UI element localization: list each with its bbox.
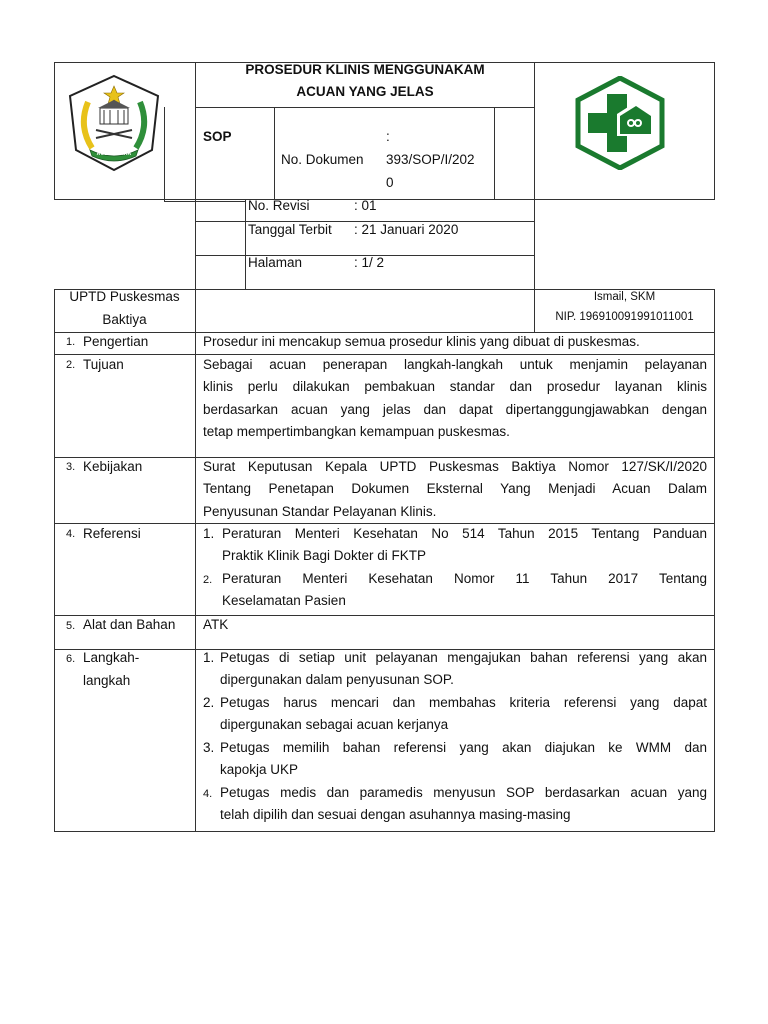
signatory-name: Ismail, SKM bbox=[593, 291, 656, 303]
section-number: 5. bbox=[66, 620, 76, 632]
step-number: 4. bbox=[203, 788, 213, 800]
section-number: 4. bbox=[66, 528, 76, 540]
text-line: Petugas di setiap unit pelayanan mengajukan bahan referensi yang akan bbox=[220, 650, 707, 665]
text-line: klinis perlu dilakukan pembakuan standar dan prosedur layanan klinis bbox=[203, 379, 707, 395]
step-3 bbox=[220, 737, 707, 782]
section-label-kebijakan: Kebijakan bbox=[83, 459, 143, 474]
page-value: : 1/ 2 bbox=[354, 255, 385, 270]
text-line: Penyusunan Standar Pelayanan Klinis. bbox=[203, 503, 437, 519]
text-line: Surat Keputusan Kepala UPTD Puskesmas Baktiya Nomor 127/SK/I/2020 bbox=[203, 459, 707, 474]
section-label-tujuan: Tujuan bbox=[83, 357, 124, 372]
puskesmas-logo bbox=[574, 76, 666, 170]
step-4 bbox=[220, 782, 707, 827]
text-line: Petugas harus mencari dan membahas kriteria referensi yang dapat bbox=[220, 695, 707, 710]
section-label-referensi: Referensi bbox=[83, 526, 141, 541]
reference-item-number: 2. bbox=[203, 574, 213, 586]
text-line: dipergunakan sebagai acuan kerjanya bbox=[220, 717, 449, 733]
text-line: Praktik Klinik Bagi Dokter di FKTP bbox=[222, 548, 427, 564]
text-line: Sebagai acuan penerapan langkah-langkah untuk menjamin pelayanan bbox=[203, 357, 707, 372]
text-line: berdasarkan acuan yang jelas dan dapat dipertanggungjawabkan dengan bbox=[203, 401, 707, 417]
tujuan-text bbox=[203, 354, 707, 443]
section-label-langkah-line2: langkah bbox=[83, 673, 131, 688]
sop-label: SOP bbox=[203, 129, 232, 144]
emblem-ribbon-text: ACEH UTARA bbox=[96, 151, 132, 157]
document-title-line2: ACUAN YANG JELAS bbox=[296, 84, 434, 99]
section-number: 3. bbox=[66, 461, 76, 473]
step-number: 2. bbox=[203, 695, 215, 710]
doc-number-label: No. Dokumen bbox=[281, 152, 364, 167]
text-line: dipergunakan dalam penyusunan SOP. bbox=[220, 672, 454, 688]
text-line: Petugas medis dan paramedis menyusun SOP berdasarkan acuan yang bbox=[220, 785, 707, 800]
section-label-alat-bahan: Alat dan Bahan bbox=[83, 617, 176, 632]
reference-item-number: 1. bbox=[203, 526, 215, 541]
reference-item-2 bbox=[222, 568, 707, 613]
issue-date-label: Tanggal Terbit bbox=[248, 222, 332, 237]
step-2 bbox=[220, 692, 707, 737]
text-line: Petugas memilih bahan referensi yang akan diajukan ke WMM dan bbox=[220, 740, 707, 755]
document-title-line1: PROSEDUR KLINIS MENGGUNAKAM bbox=[245, 62, 485, 77]
section-number: 6. bbox=[66, 653, 76, 665]
text-line: Tentang Penetapan Dokumen Eksternal Yang Menjadi Acuan Dalam bbox=[203, 481, 707, 497]
doc-number-value-line2: 0 bbox=[386, 175, 394, 190]
kebijakan-text bbox=[203, 456, 707, 523]
org-name-line1: UPTD Puskesmas bbox=[69, 289, 180, 304]
org-name-line2: Baktiya bbox=[102, 312, 147, 327]
text-line: tetap mempertimbangkan kemampuan puskesmas. bbox=[203, 423, 510, 439]
text-line: telah dipilih dan sesuai dengan asuhannya masing-masing bbox=[220, 807, 571, 823]
step-number: 3. bbox=[203, 740, 215, 755]
doc-number-colon: : bbox=[386, 129, 390, 144]
text-line: Peraturan Menteri Kesehatan Nomor 11 Tahun 2017 Tentang bbox=[222, 571, 707, 586]
section-label-langkah-line1: Langkah- bbox=[83, 650, 140, 665]
revision-label: No. Revisi bbox=[248, 198, 310, 213]
reference-item-1 bbox=[222, 523, 707, 568]
page-label: Halaman bbox=[248, 255, 303, 270]
doc-number-value-line1: 393/SOP/I/202 bbox=[386, 152, 475, 167]
section-label-pengertian: Pengertian bbox=[83, 334, 149, 349]
step-number: 1. bbox=[203, 650, 215, 665]
section-number: 1. bbox=[66, 336, 76, 348]
text-line: Keselamatan Pasien bbox=[222, 593, 346, 609]
pengertian-text: Prosedur ini mencakup semua prosedur klinis yang dibuat di puskesmas. bbox=[203, 334, 640, 349]
issue-date-value: : 21 Januari 2020 bbox=[354, 222, 459, 237]
section-number: 2. bbox=[66, 359, 76, 371]
step-1 bbox=[220, 647, 707, 692]
aceh-utara-emblem bbox=[66, 74, 162, 174]
signatory-nip: NIP. 196910091991011001 bbox=[555, 311, 694, 323]
text-line: Peraturan Menteri Kesehatan No 514 Tahun 2015 Tentang Panduan bbox=[222, 526, 707, 541]
alat-bahan-text: ATK bbox=[203, 617, 229, 632]
text-line: kapokja UKP bbox=[220, 762, 299, 778]
revision-value: : 01 bbox=[354, 198, 377, 213]
